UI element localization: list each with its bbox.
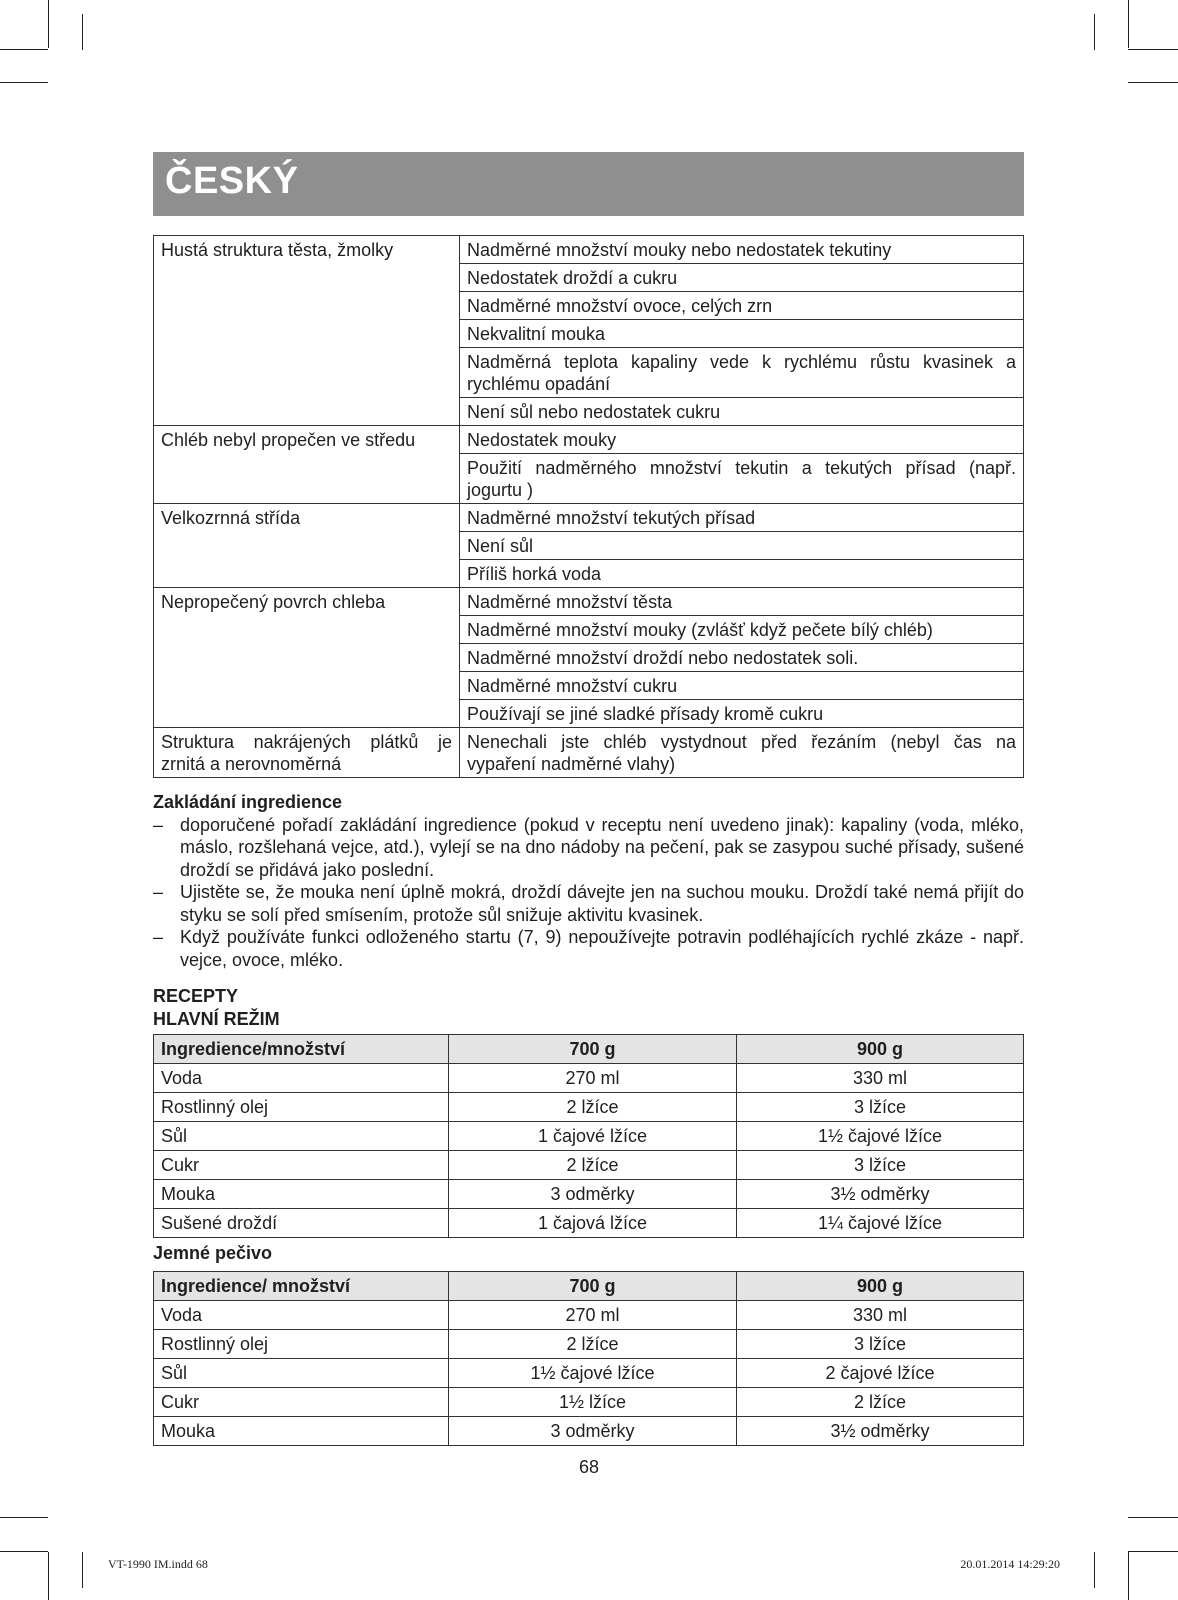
amount-cell: 270 ml <box>449 1301 737 1330</box>
cause-cell: Nadměrné množství mouky nebo nedostatek tekutiny <box>460 236 1024 264</box>
dash-marker: – <box>153 882 164 902</box>
crop-mark <box>1128 1517 1178 1518</box>
recipes-heading: RECEPTY <box>153 986 239 1006</box>
table-row <box>154 1301 1024 1330</box>
cause-cell: Nedostatek mouky <box>460 426 1024 454</box>
cause-cell: Nadměrné množství tekutých přísad <box>460 504 1024 532</box>
problem-cell: Hustá struktura těsta, žmolky <box>154 236 460 426</box>
crop-mark <box>0 1517 48 1518</box>
amount-cell: 3 lžíce <box>737 1151 1024 1180</box>
table-row <box>154 728 1024 778</box>
ingredient-cell: Cukr <box>154 1388 449 1417</box>
dash-marker: – <box>153 814 164 835</box>
amount-cell: 3½ odměrky <box>737 1180 1024 1209</box>
crop-mark <box>1128 1551 1178 1552</box>
amount-cell: 3 lžíce <box>737 1330 1024 1359</box>
ingredients-list <box>153 814 1024 972</box>
list-item <box>153 814 1024 882</box>
problem-cell: Velkozrnná střída <box>154 504 460 588</box>
ingredients-section <box>153 791 1024 1030</box>
crop-mark <box>0 1551 48 1552</box>
ingredient-cell: Mouka <box>154 1180 449 1209</box>
table-row <box>154 426 1024 454</box>
crop-mark <box>0 82 48 83</box>
table-row <box>154 1330 1024 1359</box>
main-mode-heading: HLAVNÍ REŽIM <box>153 1008 280 1029</box>
page-number: 68 <box>578 1457 600 1477</box>
problem-cell: Struktura nakrájených plátků je zrnitá a nerovnoměrná <box>154 728 460 778</box>
table-row <box>154 1209 1024 1238</box>
crop-mark <box>1094 1552 1095 1588</box>
language-header <box>153 152 1024 216</box>
list-item-text: Když používáte funkci odloženého startu (7, 9) nepoužívejte potravin podléhajících rychlé zkáze - např. vejce, ovoce, mléko. <box>180 927 1024 970</box>
ingredient-cell: Sůl <box>154 1122 449 1151</box>
list-item <box>153 881 1024 926</box>
table-row <box>154 588 1024 616</box>
amount-cell: 2 lžíce <box>449 1330 737 1359</box>
cause-cell: Příliš horká voda <box>460 560 1024 588</box>
language-title: ČESKÝ <box>165 160 299 202</box>
ingredient-cell: Voda <box>154 1064 449 1093</box>
list-item <box>153 926 1024 971</box>
table-row <box>154 1388 1024 1417</box>
column-header: 900 g <box>737 1035 1024 1064</box>
footer-file: VT-1990 IM.indd 68 <box>108 1557 208 1571</box>
cause-cell: Nadměrná teplota kapaliny vede k rychlému růstu kvasinek a rychlému opadání <box>460 348 1024 398</box>
amount-cell: 3 odměrky <box>449 1180 737 1209</box>
crop-mark <box>48 1552 49 1600</box>
column-header: 700 g <box>449 1035 737 1064</box>
fine-pastry-table <box>153 1271 1024 1446</box>
dash-marker: – <box>153 927 164 947</box>
amount-cell: 2 čajové lžíce <box>737 1359 1024 1388</box>
cause-cell: Nadměrné množství těsta <box>460 588 1024 616</box>
ingredient-cell: Cukr <box>154 1151 449 1180</box>
amount-cell: 1½ čajové lžíce <box>449 1359 737 1388</box>
problem-cell: Chléb nebyl propečen ve středu <box>154 426 460 504</box>
ingredient-cell: Voda <box>154 1301 449 1330</box>
cause-cell: Nadměrné množství cukru <box>460 672 1024 700</box>
amount-cell: 1¼ čajové lžíce <box>737 1209 1024 1238</box>
ingredient-cell: Sušené droždí <box>154 1209 449 1238</box>
crop-mark <box>1128 49 1178 50</box>
table-row <box>154 1151 1024 1180</box>
list-item-text: Ujistěte se, že mouka není úplně mokrá, droždí dávejte jen na suchou mouku. Droždí také nemá přijít do styku se solí před smísením, protože sůl snižuje aktivitu kvasinek. <box>180 882 1024 925</box>
amount-cell: 2 lžíce <box>737 1388 1024 1417</box>
table-row <box>154 1064 1024 1093</box>
ingredient-cell: Mouka <box>154 1417 449 1446</box>
crop-mark <box>1128 82 1178 83</box>
cause-cell: Použití nadměrného množství tekutin a tekutých přísad (např. jogurtu ) <box>460 454 1024 504</box>
crop-mark <box>82 1552 83 1588</box>
amount-cell: 330 ml <box>737 1064 1024 1093</box>
crop-mark <box>82 14 83 50</box>
crop-mark <box>48 0 49 48</box>
ingredients-title: Zakládání ingredience <box>153 792 343 812</box>
column-header: 900 g <box>737 1272 1024 1301</box>
crop-mark <box>0 49 48 50</box>
list-item-text: doporučené pořadí zakládání ingredience (pokud v receptu není uvedeno jinak): kapaliny (voda, mléko, máslo, rozšlehaná vejce, atd.), vylejí se na dno nádoby na pečení, pak se zasypou suché přísady, sušené droždí se přidává jako poslední. <box>180 814 1024 880</box>
table-row <box>154 1093 1024 1122</box>
amount-cell: 270 ml <box>449 1064 737 1093</box>
cause-cell: Nadměrné množství mouky (zvlášť když pečete bílý chléb) <box>460 616 1024 644</box>
cause-cell: Nedostatek droždí a cukru <box>460 264 1024 292</box>
column-header: Ingredience/ množství <box>154 1272 449 1301</box>
column-header: 700 g <box>449 1272 737 1301</box>
cause-cell: Nadměrné množství ovoce, celých zrn <box>460 292 1024 320</box>
troubleshooting-table <box>153 235 1024 778</box>
crop-mark <box>1094 14 1095 50</box>
ingredient-cell: Rostlinný olej <box>154 1330 449 1359</box>
column-header: Ingredience/množství <box>154 1035 449 1064</box>
amount-cell: 3½ odměrky <box>737 1417 1024 1446</box>
amount-cell: 2 lžíce <box>449 1093 737 1122</box>
amount-cell: 330 ml <box>737 1301 1024 1330</box>
ingredient-cell: Sůl <box>154 1359 449 1388</box>
table-row <box>154 1180 1024 1209</box>
amount-cell: 1½ čajové lžíce <box>737 1122 1024 1151</box>
amount-cell: 3 odměrky <box>449 1417 737 1446</box>
cause-cell: Používají se jiné sladké přísady kromě cukru <box>460 700 1024 728</box>
cause-cell: Nenechali jste chléb vystydnout před řezáním (nebyl čas na vypaření nadměrné vlahy) <box>460 728 1024 778</box>
amount-cell: 1 čajová lžíce <box>449 1209 737 1238</box>
table-row <box>154 1417 1024 1446</box>
footer-date: 20.01.2014 14:29:20 <box>960 1557 1060 1571</box>
ingredient-cell: Rostlinný olej <box>154 1093 449 1122</box>
cause-cell: Nekvalitní mouka <box>460 320 1024 348</box>
table-row <box>154 1359 1024 1388</box>
cause-cell: Není sůl <box>460 532 1024 560</box>
amount-cell: 1½ lžíce <box>449 1388 737 1417</box>
cause-cell: Nadměrné množství droždí nebo nedostatek soli. <box>460 644 1024 672</box>
amount-cell: 2 lžíce <box>449 1151 737 1180</box>
table-row <box>154 236 1024 264</box>
fine-pastry-title: Jemné pečivo <box>153 1243 273 1263</box>
amount-cell: 1 čajové lžíce <box>449 1122 737 1151</box>
crop-mark <box>1128 1552 1129 1600</box>
main-recipe-table <box>153 1034 1024 1238</box>
problem-cell: Nepropečený povrch chleba <box>154 588 460 728</box>
table-row <box>154 504 1024 532</box>
table-row <box>154 1122 1024 1151</box>
cause-cell: Není sůl nebo nedostatek cukru <box>460 398 1024 426</box>
crop-mark <box>1128 0 1129 48</box>
amount-cell: 3 lžíce <box>737 1093 1024 1122</box>
